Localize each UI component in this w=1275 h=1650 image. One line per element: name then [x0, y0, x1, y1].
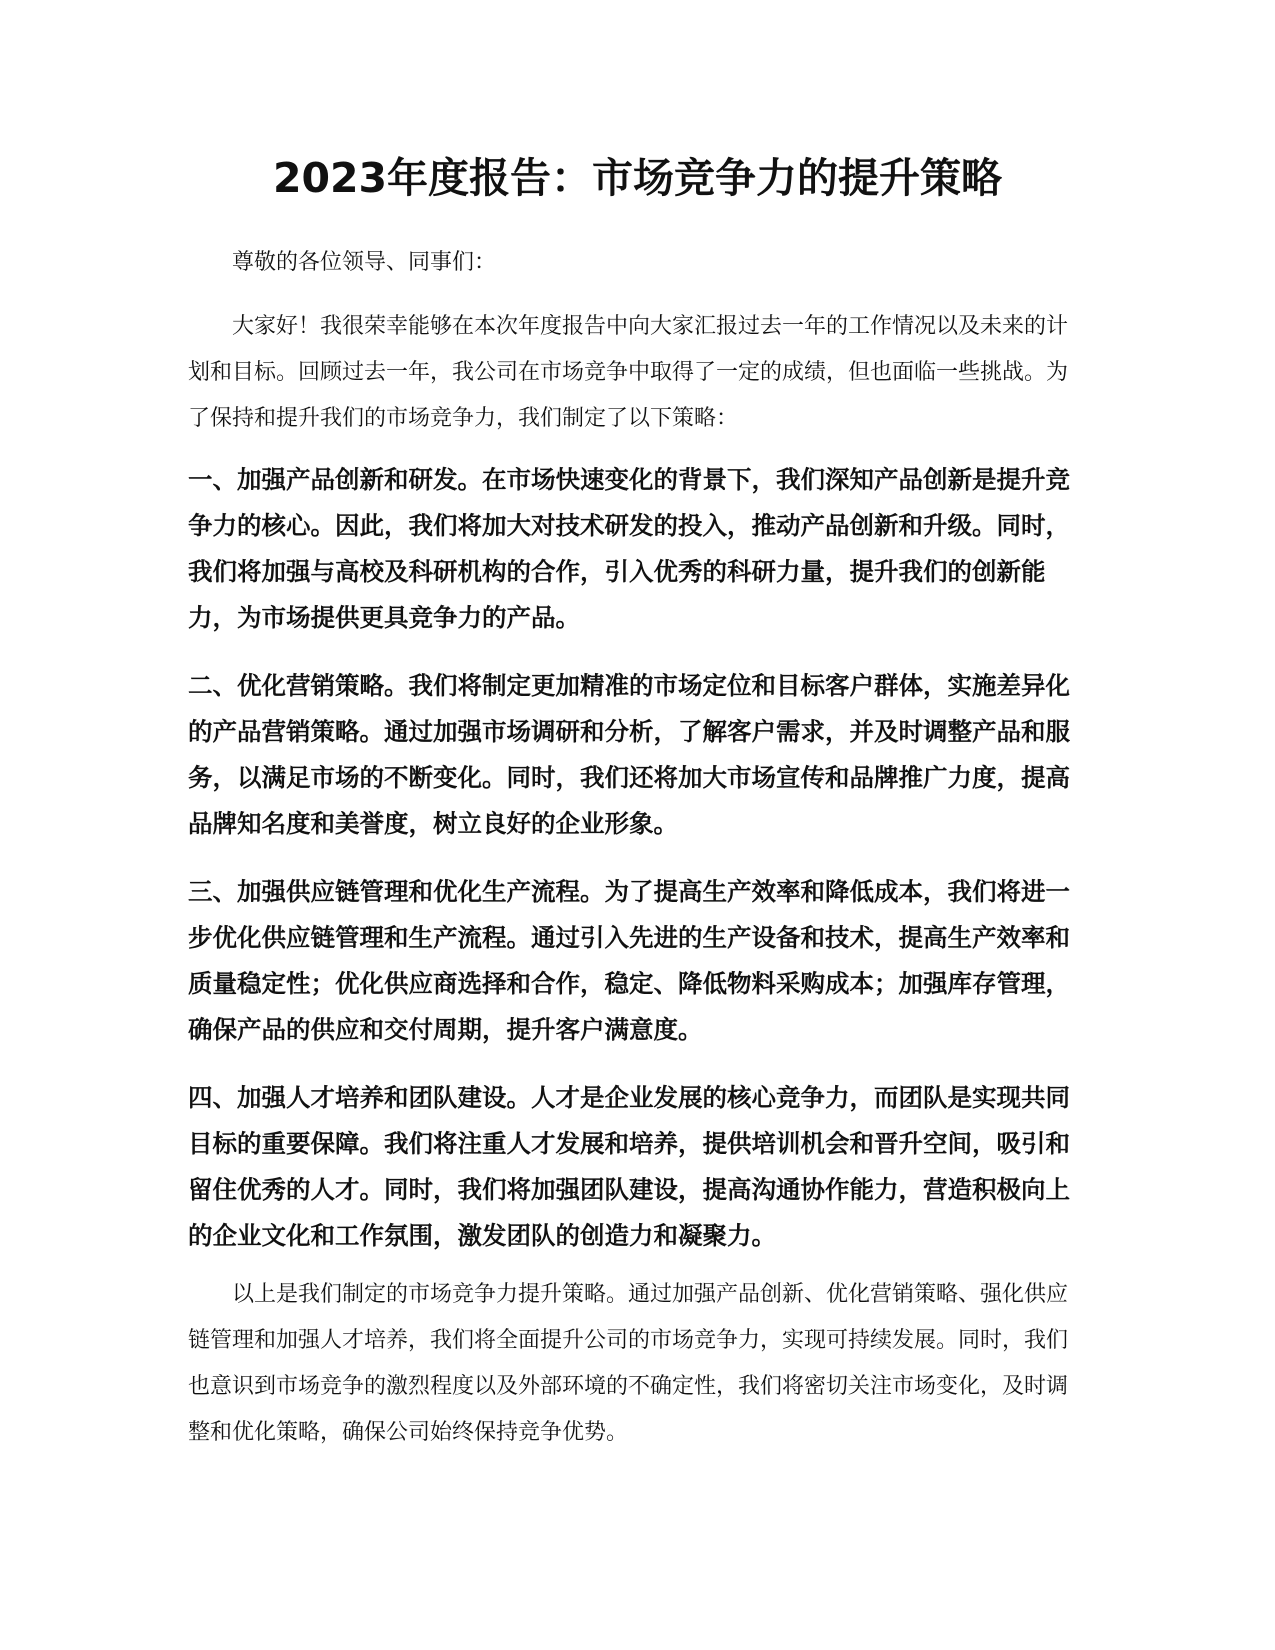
conclusion-paragraph: 以上是我们制定的市场竞争力提升策略。通过加强产品创新、优化营销策略、强化供应链管理和加强人才培养，我们将全面提升公司的市场竞争力，实现可持续发展。同时，我们也意识到市场竞争的激烈程度以及外部环境的不确定性，我们将密切关注市场变化，及时调整和优化策略，确保公司始终保持竞争优势。 [188, 1282, 1069, 1445]
strategy-paragraph-3: 三、加强供应链管理和优化生产流程。为了提高生产效率和降低成本，我们将进一步优化供应链管理和生产流程。通过引入先进的生产设备和技术，提高生产效率和质量稳定性；优化供应商选择和合作，稳定、降低物料采购成本；加强库存管理，确保产品的供应和交付周期，提升客户满意度。 [188, 877, 1070, 1044]
strategy-paragraph-4: 四、加强人才培养和团队建设。人才是企业发展的核心竞争力，而团队是实现共同目标的重要保障。我们将注重人才发展和培养，提供培训机会和晋升空间，吸引和留住优秀的人才。同时，我们将加强团队建设，提高沟通协作能力，营造积极向上的企业文化和工作氛围，激发团队的创造力和凝聚力。 [188, 1083, 1070, 1250]
strategy-paragraph-2: 二、优化营销策略。我们将制定更加精准的市场定位和目标客户群体，实施差异化的产品营销策略。通过加强市场调研和分析，了解客户需求，并及时调整产品和服务，以满足市场的不断变化。同时，我们还将加大市场宣传和品牌推广力度，提高品牌知名度和美誉度，树立良好的企业形象。 [188, 671, 1070, 838]
salutation-paragraph: 尊敬的各位领导、同事们： [232, 250, 497, 275]
document-title: 2023年度报告：市场竞争力的提升策略 [272, 154, 1003, 202]
strategy-paragraph-1: 一、加强产品创新和研发。在市场快速变化的背景下，我们深知产品创新是提升竞争力的核心。因此，我们将加大对技术研发的投入，推动产品创新和升级。同时，我们将加强与高校及科研机构的合作，引入优秀的科研力量，提升我们的创新能力，为市场提供更具竞争力的产品。 [188, 465, 1070, 632]
intro-paragraph: 大家好！我很荣幸能够在本次年度报告中向大家汇报过去一年的工作情况以及未来的计划和目标。回顾过去一年，我公司在市场竞争中取得了一定的成绩，但也面临一些挑战。为了保持和提升我们的市场竞争力，我们制定了以下策略： [188, 314, 1069, 431]
